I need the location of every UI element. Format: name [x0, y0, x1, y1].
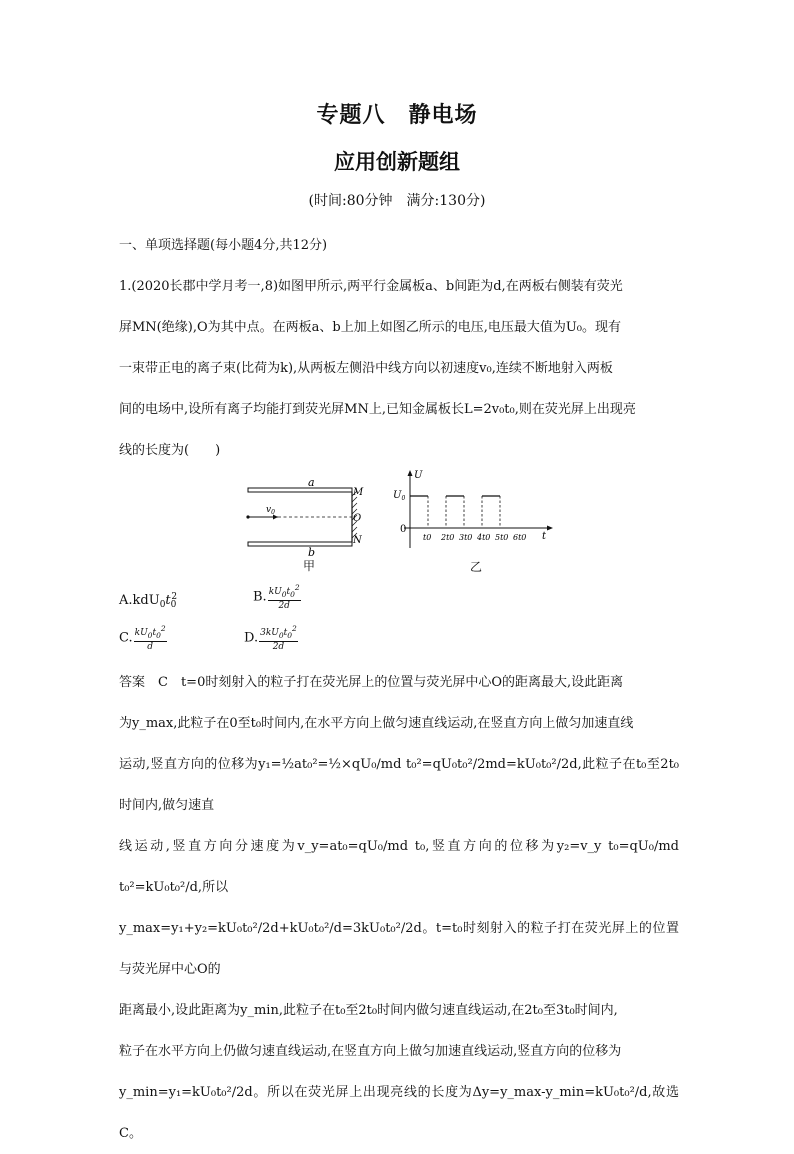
tick-label: 3t0 — [459, 533, 473, 542]
time-score-info: (时间:80分钟 满分:130分) — [308, 193, 486, 209]
figure-jia-plates — [240, 476, 370, 568]
square-wave — [410, 496, 500, 528]
label-m: M — [353, 487, 364, 498]
answer-explanation — [119, 662, 679, 1154]
section-heading: 一、单项选择题(每小题4分,共12分) — [119, 238, 328, 253]
answer-line: y_max=y₁+y₂=kU₀t₀²/2d+kU₀t₀²/d=3kU₀t₀²/2d。t=t₀时刻射入的粒子打在荧光屏上的位置与荧光屏中心O的 — [119, 921, 679, 977]
question-line: 1.(2020长郡中学月考一,8)如图甲所示,两平行金属板a、b间距为d,在两板右侧装有荧光 — [119, 279, 623, 294]
question-line: 屏MN(绝缘),O为其中点。在两板a、b上加上如图乙所示的电压,电压最大值为U₀。现有 — [119, 320, 621, 335]
tick-label: t0 — [423, 533, 432, 542]
question-line: 间的电场中,设所有离子均能打到荧光屏MN上,已知金属板长L=2v₀t₀,则在荧光屏上出现亮 — [119, 402, 636, 417]
answer-line: 运动,竖直方向的位移为y₁=½at₀²=½×qU₀/md t₀²=qU₀t₀²/2md=kU₀t₀²/2d,此粒子在t₀至2t₀时间内,做匀速直 — [119, 757, 679, 813]
figure-yi-voltage-graph — [390, 468, 570, 558]
x-axis-arrow — [547, 526, 553, 531]
label-u0: $U_0$ — [393, 490, 406, 502]
option-c[interactable]: C. $\frac{kU_0t_0^2}{d}$ — [119, 624, 166, 652]
answer-line: 为y_max,此粒子在0至t₀时间内,在水平方向上做匀速直线运动,在竖直方向上做匀加速直线 — [119, 716, 634, 731]
label-b: b — [308, 546, 316, 559]
option-b[interactable]: B. $\frac{kU_0t_0^2}{2d}$ — [253, 583, 300, 611]
label-o: O — [353, 513, 362, 524]
tick-label: 4t0 — [477, 533, 491, 542]
label-zero: 0 — [400, 524, 407, 535]
answer-line: 距离最小,设此距离为y_min,此粒子在t₀至2t₀时间内做匀速直线运动,在2t₀至3t₀时间内, — [119, 1003, 618, 1018]
page-subtitle: 应用创新题组 — [334, 150, 460, 174]
figure-jia-caption: 甲 — [303, 559, 316, 573]
option-d[interactable]: D. $\frac{3kU_0t_0^2}{2d}$ — [244, 624, 297, 652]
axis-label-t: t — [542, 531, 547, 542]
answer-line: y_min=y₁=kU₀t₀²/2d。所以在荧光屏上出现亮线的长度为Δy=y_max-y_min=kU₀t₀²/d,故选C。 — [119, 1085, 679, 1141]
page-title: 专题八 静电场 — [316, 103, 478, 128]
figure-yi-caption: 乙 — [470, 560, 483, 574]
plate-a — [248, 488, 352, 492]
label-a: a — [308, 476, 315, 489]
tick-label: 6t0 — [513, 533, 527, 542]
plate-b — [248, 542, 352, 546]
answer-line: 答案 C t=0时刻射入的粒子打在荧光屏上的位置与荧光屏中心O的距离最大,设此距离 — [119, 675, 624, 690]
tick-labels — [423, 533, 526, 542]
label-n: N — [353, 535, 362, 546]
option-a[interactable]: $A.kdU_0t_0^2$ — [119, 592, 178, 610]
y-axis-arrow — [408, 470, 413, 476]
answer-line: 线运动,竖直方向分速度为v_y=at₀=qU₀/md t₀,竖直方向的位移为y₂=v_y t₀=qU₀/md t₀²=kU₀t₀²/d,所以 — [119, 839, 679, 895]
label-v0: $v_0$ — [266, 505, 275, 516]
tick-label: 2t0 — [441, 533, 455, 542]
axis-label-u: U — [414, 470, 423, 481]
question-1 — [119, 266, 679, 471]
tick-label: 5t0 — [495, 533, 509, 542]
question-line: 一束带正电的离子束(比荷为k),从两板左侧沿中线方向以初速度v₀,连续不断地射入两板 — [119, 361, 613, 376]
question-line: 线的长度为( ) — [119, 443, 221, 458]
answer-line: 粒子在水平方向上仍做匀速直线运动,在竖直方向上做匀加速直线运动,竖直方向的位移为 — [119, 1044, 622, 1059]
